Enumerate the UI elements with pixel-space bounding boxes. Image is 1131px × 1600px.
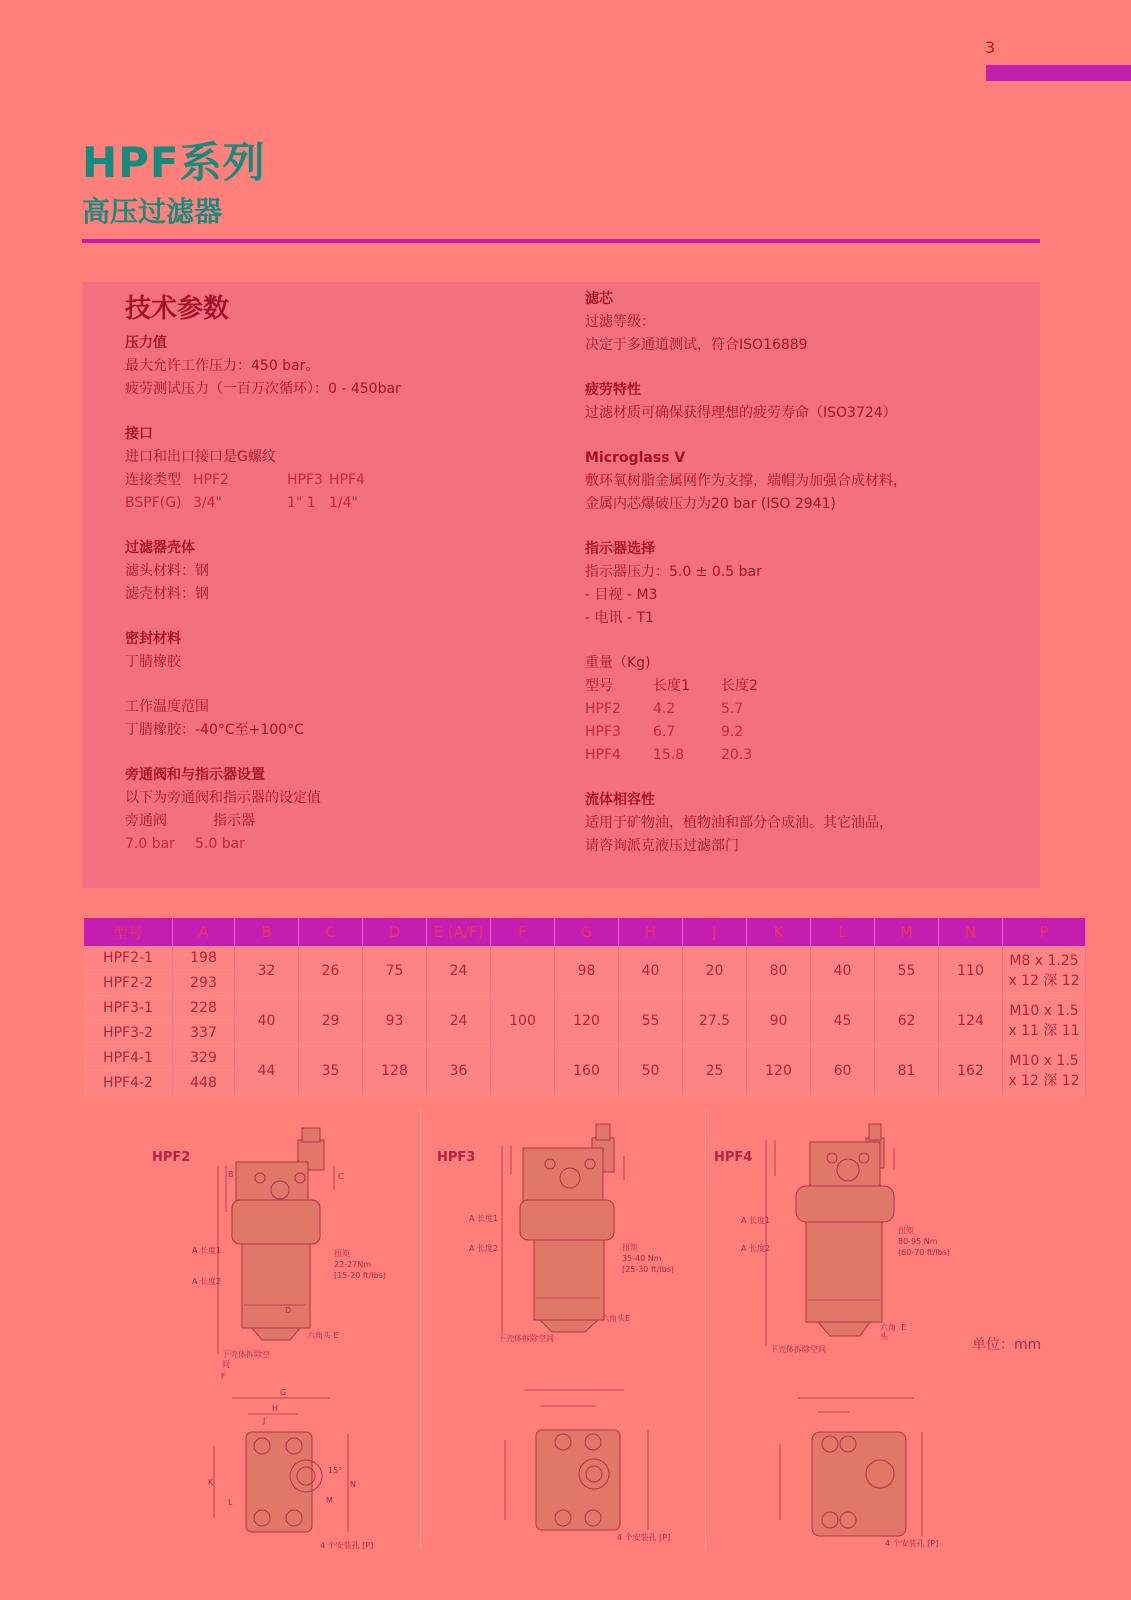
p-line: M10 x 1.5 — [1009, 1052, 1079, 1069]
p-line: M8 x 1.25 — [1009, 952, 1079, 969]
dim-letter-m: M — [326, 1496, 333, 1505]
d-cell: 128 — [363, 1046, 427, 1096]
j-cell: 25 — [683, 1046, 747, 1096]
weight-cell: 5.7 — [721, 701, 744, 717]
weight-cell: 长度1 — [653, 678, 690, 694]
hpf3-torque-label — [622, 1242, 674, 1275]
seal-heading: 密封材料 — [125, 631, 181, 647]
hpf3-side-view — [520, 1124, 614, 1332]
indicator-heading: 指示器选择 — [585, 541, 655, 557]
f-cell: 100 — [491, 946, 555, 1096]
column-header: A — [173, 918, 235, 946]
m-cell: 55 — [875, 946, 939, 996]
a-cell: 337 — [173, 1021, 235, 1046]
hpf3-bottom-view — [536, 1430, 620, 1530]
pressure-line: 最大允许工作压力：450 bar。 — [125, 358, 320, 374]
element-heading: 滤芯 — [585, 291, 613, 307]
column-header: 型号 — [84, 918, 173, 946]
hex-text: 头 — [880, 1332, 888, 1341]
bypass-cell: 5.0 bar — [195, 836, 245, 852]
a-cell: 448 — [173, 1071, 235, 1096]
k-cell: 80 — [747, 946, 811, 996]
dim-letter-l: L — [228, 1498, 233, 1507]
p-line: x 12 深 12 — [1008, 1072, 1080, 1089]
c-cell: 26 — [299, 946, 363, 996]
c-cell: 35 — [299, 1046, 363, 1096]
hpf3-len2-label: A 长度2 — [469, 1244, 499, 1253]
ports-cell: 连接类型 — [125, 472, 181, 488]
n-cell: 124 — [939, 996, 1003, 1046]
dim-letter-n: N — [350, 1480, 356, 1489]
hpf2-drawing-label: HPF2 — [152, 1150, 191, 1165]
fatigue-heading: 疲劳特性 — [585, 382, 641, 398]
d-cell: 75 — [363, 946, 427, 996]
bypass-heading: 旁通阀和与指示器设置 — [125, 767, 265, 783]
e-cell: 24 — [427, 946, 491, 996]
model-cell: HPF3-2 — [84, 1021, 173, 1046]
model-cell: HPF2-1 — [84, 946, 173, 971]
l-cell: 60 — [811, 1046, 875, 1096]
bypass-cell: 指示器 — [213, 813, 255, 829]
microglass-line: 金属内芯爆破压力为20 bar (ISO 2941) — [585, 496, 836, 512]
temp-heading: 工作温度范围 — [125, 699, 209, 715]
housing-line: 滤壳材料：钢 — [125, 586, 209, 602]
pressure-heading: 压力值 — [125, 335, 167, 351]
h-cell: 55 — [619, 996, 683, 1046]
column-header: J — [683, 918, 747, 946]
ports-heading: 接口 — [125, 426, 153, 442]
g-cell: 160 — [555, 1046, 619, 1096]
hex-text: E — [901, 1323, 907, 1332]
column-header: N — [939, 918, 1003, 946]
torque-line: (60-70 ft/lbs) — [898, 1248, 951, 1257]
column-header: P — [1003, 918, 1086, 946]
k-cell: 90 — [747, 996, 811, 1046]
ports-cell: HPF4 — [329, 472, 365, 488]
housing-line: 滤头材料：钢 — [125, 563, 209, 579]
j-cell: 20 — [683, 946, 747, 996]
ports-cell: HPF3 — [287, 472, 323, 488]
torque-line: [25-30 ft/lbs) — [622, 1265, 675, 1274]
hpf2-hex-label: 六角头 E — [307, 1331, 339, 1340]
p-line: M10 x 1.5 — [1009, 1002, 1079, 1019]
torque-line: 扭矩 — [334, 1249, 350, 1258]
column-header: C — [299, 918, 363, 946]
element-line: 决定于多通道测试，符合ISO16889 — [585, 337, 808, 353]
housing-heading: 过滤器壳体 — [125, 540, 195, 556]
hpf3-holes-label: 4 个安装孔 [P] — [617, 1533, 671, 1542]
g-cell: 98 — [555, 946, 619, 996]
bypass-line: 以下为旁通阀和指示器的设定值 — [125, 790, 321, 806]
hpf4-bottom-view — [812, 1432, 906, 1536]
p-line: x 11 深 11 — [1008, 1022, 1080, 1039]
page-title: HPF系列 — [82, 138, 266, 187]
page-number: 3 — [985, 38, 996, 57]
p-line: x 12 深 12 — [1008, 972, 1080, 989]
d-cell: 93 — [363, 996, 427, 1046]
model-cell: HPF3-1 — [84, 996, 173, 1021]
hpf2-torque-label — [334, 1248, 386, 1281]
weight-heading: 重量（Kg) — [585, 655, 651, 671]
fluid-heading: 流体相容性 — [585, 792, 655, 808]
n-cell: 162 — [939, 1046, 1003, 1096]
h-cell: 50 — [619, 1046, 683, 1096]
hpf2-removal-label — [222, 1350, 270, 1370]
hpf3-removal-label: 下壳体拆除空间 — [498, 1334, 554, 1343]
hpf4-side-view — [796, 1124, 894, 1336]
hpf4-holes-label: 4 个安装孔 [P] — [885, 1539, 939, 1548]
model-cell: HPF4-2 — [84, 1071, 173, 1096]
weight-cell: HPF4 — [585, 747, 621, 763]
dim-letter-c: C — [338, 1172, 344, 1181]
removal-line: 下壳体拆除空 — [222, 1350, 270, 1359]
a-cell: 228 — [173, 996, 235, 1021]
hex-text: 六角 — [880, 1323, 896, 1332]
b-cell: 40 — [235, 996, 299, 1046]
column-header: L — [811, 918, 875, 946]
dim-letter-b: B — [228, 1170, 234, 1179]
l-cell: 40 — [811, 946, 875, 996]
torque-line: 80-95 Nm — [898, 1237, 938, 1246]
j-cell: 27.5 — [683, 996, 747, 1046]
weight-cell: HPF2 — [585, 701, 621, 717]
column-header: H — [619, 918, 683, 946]
dim-angle: 15° — [328, 1466, 343, 1475]
indicator-line: - 目视 - M3 — [585, 587, 658, 603]
hpf3-hex-label: 六角头E — [601, 1314, 631, 1323]
e-cell: 24 — [427, 996, 491, 1046]
model-cell: HPF2-2 — [84, 971, 173, 996]
hpf2-side-view — [232, 1128, 324, 1340]
h-cell: 40 — [619, 946, 683, 996]
temp-line: 丁腈橡胶：-40°C至+100°C — [125, 722, 304, 738]
dim-letter-g: G — [280, 1388, 287, 1397]
g-cell: 120 — [555, 996, 619, 1046]
ports-cell: HPF2 — [193, 472, 229, 488]
weight-cell: 20.3 — [721, 747, 753, 763]
hpf2-len1-label: A 长度1 — [192, 1246, 222, 1255]
fluid-line: 请咨询派克液压过滤部门 — [585, 838, 739, 854]
weight-cell: 长度2 — [721, 678, 758, 694]
dim-letter-h: H — [272, 1404, 279, 1413]
hpf2-bottom-view — [246, 1432, 322, 1532]
k-cell: 120 — [747, 1046, 811, 1096]
model-cell: HPF4-1 — [84, 1046, 173, 1071]
m-cell: 81 — [875, 1046, 939, 1096]
torque-line: 扭矩 — [622, 1243, 638, 1252]
page-subtitle: 高压过滤器 — [82, 195, 223, 228]
weight-cell: HPF3 — [585, 724, 621, 740]
removal-line: 间 — [222, 1360, 230, 1369]
l-cell: 45 — [811, 996, 875, 1046]
n-cell: 110 — [939, 946, 1003, 996]
spec-title: 技术参数 — [125, 294, 230, 324]
microglass-line: 敷环氧树脂金属网作为支撑，端帽为加强合成材料， — [585, 473, 907, 489]
torque-line: 22-27Nm — [334, 1260, 372, 1269]
hpf4-removal-label: 下壳体拆除空间 — [770, 1345, 826, 1354]
column-header: M — [875, 918, 939, 946]
element-line: 过滤等级： — [585, 314, 655, 330]
dim-letter-j: J — [263, 1416, 266, 1425]
torque-line: 扭矩 — [898, 1226, 914, 1235]
b-cell: 32 — [235, 946, 299, 996]
indicator-line: - 电讯 - T1 — [585, 610, 654, 626]
ports-line: 进口和出口接口是G螺纹 — [125, 449, 276, 465]
b-cell: 44 — [235, 1046, 299, 1096]
dim-letter-k: K — [208, 1478, 214, 1487]
column-header: G — [555, 918, 619, 946]
a-cell: 293 — [173, 971, 235, 996]
torque-line: 35-40 Nm — [622, 1254, 662, 1263]
dim-letter-f: F — [221, 1372, 226, 1381]
dim-letter-d: D — [285, 1306, 292, 1315]
torque-line: [15-20 ft/lbs) — [334, 1271, 387, 1280]
fatigue-line: 过滤材质可确保获得理想的疲劳寿命（ISO3724） — [585, 405, 897, 421]
weight-cell: 型号 — [585, 678, 613, 694]
weight-cell: 6.7 — [653, 724, 676, 740]
pressure-line: 疲劳测试压力（一百万次循环）：0 - 450bar — [125, 381, 401, 397]
weight-cell: 4.2 — [653, 701, 676, 717]
column-header: F — [491, 918, 555, 946]
hpf4-drawing-label: HPF4 — [714, 1150, 753, 1165]
column-header: E (A/F) — [427, 918, 491, 946]
column-header: D — [363, 918, 427, 946]
hpf4-torque-label — [898, 1225, 950, 1258]
unit-label: 单位：mm — [972, 1337, 1042, 1353]
hpf4-len2-label: A 长度2 — [741, 1244, 771, 1253]
fluid-line: 适用于矿物油，植物油和部分合成油。其它油品， — [585, 815, 893, 831]
seal-line: 丁腈橡胶 — [125, 654, 181, 670]
c-cell: 29 — [299, 996, 363, 1046]
hpf2-len2-label: A 长度2 — [192, 1277, 222, 1286]
ports-cell: 1" 1 — [287, 495, 316, 511]
a-cell: 329 — [173, 1046, 235, 1071]
hpf3-drawing-label: HPF3 — [437, 1150, 476, 1165]
weight-cell: 9.2 — [721, 724, 744, 740]
microglass-heading: Microglass V — [585, 450, 686, 466]
weight-cell: 15.8 — [653, 747, 685, 763]
e-cell: 36 — [427, 1046, 491, 1096]
hpf4-len1-label: A 长度1 — [741, 1216, 771, 1225]
ports-cell: 1/4" — [329, 495, 358, 511]
hpf2-holes-label: 4 个安装孔 [P] — [320, 1541, 374, 1550]
ports-cell: 3/4" — [193, 495, 222, 511]
bypass-cell: 7.0 bar — [125, 836, 175, 852]
ports-cell: BSPF(G) — [125, 495, 182, 511]
hpf3-len1-label: A 长度1 — [469, 1214, 499, 1223]
a-cell: 198 — [173, 946, 235, 971]
column-header: K — [747, 918, 811, 946]
m-cell: 62 — [875, 996, 939, 1046]
hpf4-hex-label — [880, 1323, 906, 1341]
bypass-cell: 旁通阀 — [125, 813, 167, 829]
indicator-line: 指示器压力：5.0 ± 0.5 bar — [585, 564, 762, 580]
column-header: B — [235, 918, 299, 946]
